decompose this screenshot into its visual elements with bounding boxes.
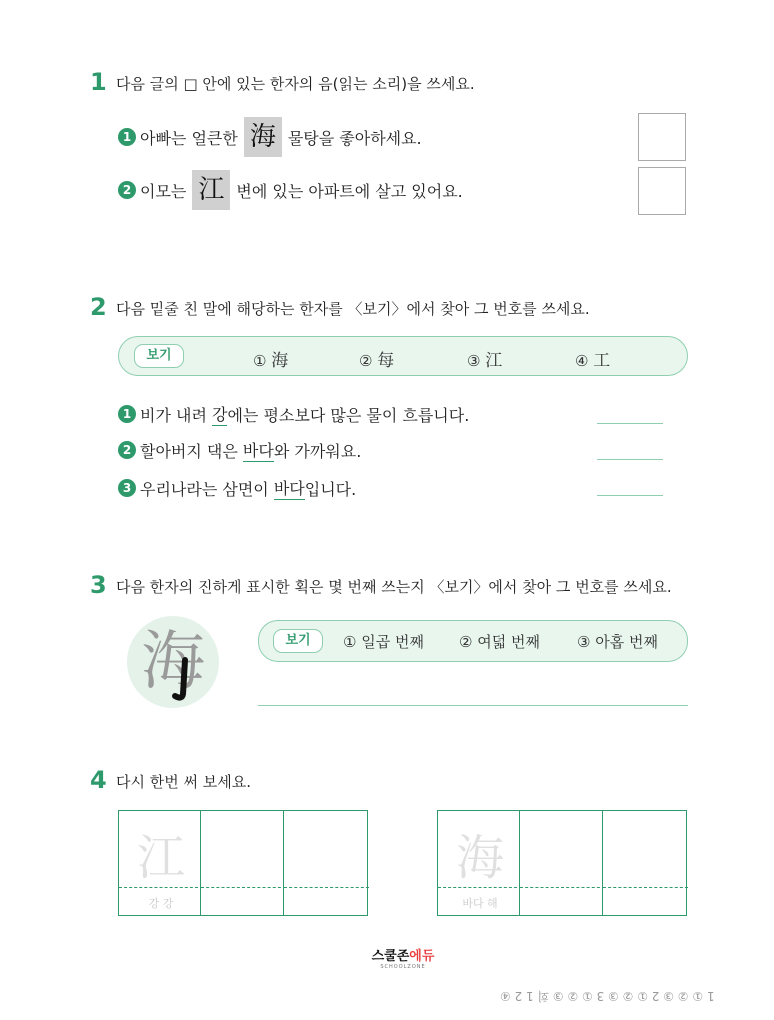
option-hanja: 每: [377, 351, 395, 371]
q2-answer-line-2[interactable]: [597, 459, 663, 460]
logo-main: 스쿨존: [371, 949, 410, 964]
item-badge: 1: [118, 128, 136, 146]
q2-item-3: [118, 476, 356, 500]
q2-answer-line-1[interactable]: [597, 423, 663, 424]
option-hanja: 江: [485, 351, 503, 371]
q1-instruction: 다음 글의 □ 안에 있는 한자의 음(읽는 소리)을 쓰세요.: [116, 75, 475, 93]
bogi-label: 보기: [134, 344, 184, 368]
bold-stroke-mark: [127, 616, 219, 708]
hanja-reading: 강 강: [148, 897, 174, 910]
grid-cell-practice[interactable]: [200, 810, 285, 916]
option-num: ④: [575, 352, 589, 370]
q1-number: 1: [90, 68, 107, 96]
q2-option-3: [467, 346, 502, 371]
q2-number: 2: [90, 293, 107, 321]
option-hanja: 工: [593, 351, 611, 371]
q1-answer-box-2[interactable]: [638, 167, 686, 215]
q3-option-2: ② 여덟 번째: [459, 633, 540, 651]
q2-item-1-before: 비가 내려: [140, 405, 212, 425]
schoolzone-logo: [368, 950, 438, 970]
hanja-reading: 바다 해: [462, 897, 498, 910]
dashed-guide: [284, 887, 369, 888]
q3-option-1: ① 일곱 번째: [343, 633, 424, 651]
q2-item-2-before: 할아버지 댁은: [140, 441, 243, 461]
q2-answer-line-3[interactable]: [597, 495, 663, 496]
q3-number: 3: [90, 571, 107, 599]
grid-cell-practice[interactable]: [519, 810, 604, 916]
q3-answer-line[interactable]: [258, 705, 688, 706]
q1-item-2: [118, 170, 463, 210]
q1-item-2-after: 변에 있는 아파트에 살고 있어요.: [236, 181, 463, 201]
q2-instruction: 다음 밑줄 친 말에 해당하는 한자를 〈보기〉에서 찾아 그 번호를 쓰세요.: [116, 300, 590, 318]
dashed-guide: [520, 887, 605, 888]
q1-item-1: [118, 117, 422, 157]
dashed-guide: [201, 887, 286, 888]
dashed-guide: [119, 887, 203, 888]
q2-option-2: [359, 346, 394, 371]
q2-item-2: [118, 438, 361, 462]
q2-item-1-after: 에는 평소보다 많은 물이 흐릅니다.: [227, 405, 470, 425]
q1-item-2-before: 이모는: [140, 181, 187, 201]
q2-item-2-after: 와 가까워요.: [273, 441, 362, 461]
q1-item-1-before: 아빠는 얼큰한: [140, 128, 238, 148]
q4-number: 4: [90, 766, 107, 794]
q1-item-2-hanja: 江: [192, 170, 230, 210]
q1-answer-box-1[interactable]: [638, 113, 686, 161]
logo-accent: 에듀: [409, 949, 435, 964]
option-hanja: 海: [271, 351, 289, 371]
dashed-guide: [603, 887, 688, 888]
grid-cell-sample: [437, 810, 521, 916]
grid-cell-practice[interactable]: [283, 810, 368, 916]
option-num: ②: [359, 352, 373, 370]
bogi-label: 보기: [273, 629, 323, 653]
item-badge: 2: [118, 181, 136, 199]
q4-grid-2: [437, 810, 687, 916]
option-num: ③: [467, 352, 481, 370]
logo-sub: SCHOOLZONE: [380, 964, 426, 970]
q3-option-3: ③ 아홉 번째: [577, 633, 658, 651]
ghost-hanja: 江: [136, 830, 185, 886]
q3-bogi-bar: [258, 620, 688, 662]
q3-hanja: 海: [141, 625, 205, 699]
q3-instruction: 다음 한자의 진하게 표시한 획은 몇 번째 쓰는지 〈보기〉에서 찾아 그 번호를 쓰세요.: [116, 578, 672, 596]
item-badge: 1: [118, 405, 136, 423]
q4-grid-1: [118, 810, 368, 916]
q2-item-3-after: 입니다.: [304, 479, 357, 499]
q2-item-1-underlined: 강: [212, 402, 227, 426]
q4-instruction: 다시 한번 써 보세요.: [116, 773, 251, 791]
q2-item-1: [118, 402, 469, 426]
q2-bogi-bar: [118, 336, 688, 376]
q2-item-3-before: 우리나라는 삼면이: [140, 479, 274, 499]
grid-cell-sample: [118, 810, 202, 916]
page-marks: 1 ① ② ③ 2 ① ② ③ 3 ① ② ③ 회 1 2 ④: [500, 989, 715, 1003]
q2-option-4: [575, 346, 610, 371]
q2-option-1: [253, 346, 288, 371]
q2-item-2-underlined: 바다: [243, 438, 274, 462]
dashed-guide: [438, 887, 522, 888]
option-num: ①: [253, 352, 267, 370]
ghost-hanja: 海: [455, 830, 504, 886]
q2-item-3-underlined: 바다: [274, 476, 305, 500]
grid-cell-practice[interactable]: [602, 810, 687, 916]
item-badge: 3: [118, 479, 136, 497]
q1-item-1-after: 물탕을 좋아하세요.: [287, 128, 422, 148]
item-badge: 2: [118, 441, 136, 459]
q3-hanja-circle: [127, 616, 219, 708]
q1-item-1-hanja: 海: [244, 117, 282, 157]
